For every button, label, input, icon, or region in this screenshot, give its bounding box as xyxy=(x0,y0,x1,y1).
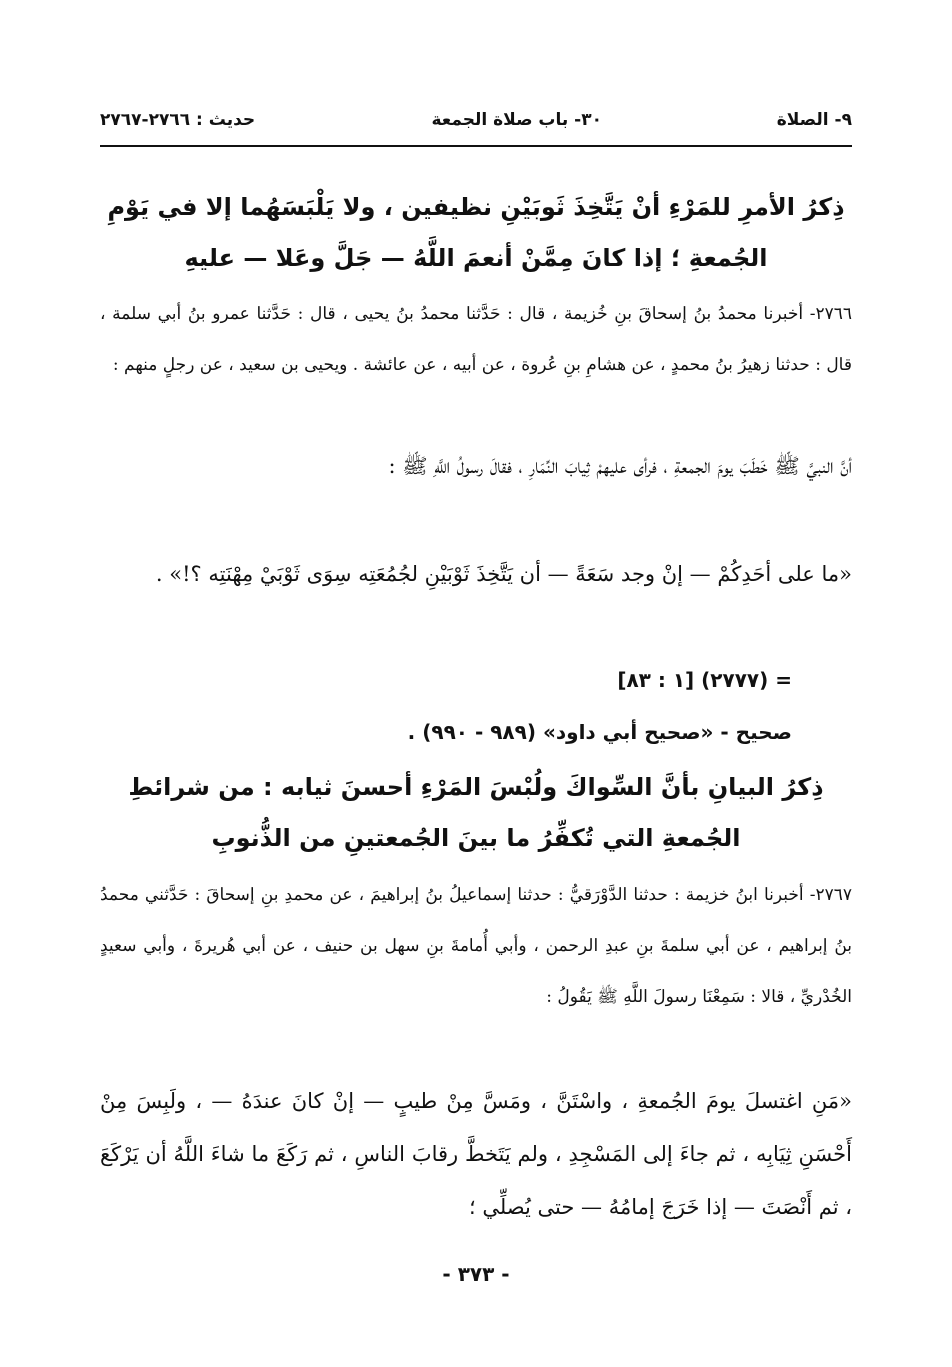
chapter-title: ٩- الصلاة xyxy=(776,110,852,130)
hadith-2766-matn: «ما على أحَدِكُمْ — إنْ وجد سَعَةً — أن يَتَّخِذَ ثَوْبَيْنِ لجُمُعَتِه سِوَى ثَوْبَيْ مِهْنَتِه ؟!» . xyxy=(155,562,852,586)
hadith-range: حديث : ٢٧٦٦-٢٧٦٧ xyxy=(100,110,256,130)
hadith-2766-intro: أنَّ النبيَّ ﷺ خَطَبَ يومَ الجمعةِ ، فرأى عليهمْ ثِيابَ النِّمَارِ ، فقالَ رسولُ اللَّهِ ﷺ : xyxy=(388,454,852,478)
hadith-2766-reference: = (٢٧٧٧) [١ : ٨٣] xyxy=(617,668,792,692)
hadith-2766-isnad: ٢٧٦٦- أخبرنا محمدُ بنُ إسحاقَ بنِ خُزيمة ، قال : حَدَّثنا محمدُ بنُ يحيى ، قال : حَدَّثنا عمرو بنُ أبي سلمة ، قال : حدثنا زهيرُ بنُ محمدٍ ، عن هشامِ بنِ عُروة ، عن أبيه ، عن عائشة . ويحيى بن سعيد ، عن رجلٍ منهم : xyxy=(100,304,852,375)
hadith-2766-grade: صحيح - «صحيح أبي داود» (٩٨٩ - ٩٩٠) . xyxy=(407,720,792,744)
chapter-heading-2: ذِكرُ البيانِ بأنَّ السِّواكَ ولُبْسَ المَرْءِ أحسنَ ثيابه : من شرائطِ الجُمعةِ التي تُكفِّرُ ما بينَ الجُمعتينِ من الذُّنوبِ xyxy=(128,773,824,852)
chapter-heading-1: ذِكرُ الأمرِ للمَرْءِ أنْ يَتَّخِذَ ثَوبَيْنِ نظيفين ، ولا يَلْبَسَهُما إلا في يَوْمِ الجُمعةِ ؛ إذا كانَ مِمَّنْ أنعمَ اللَّهُ — جَلَّ وعَلا — عليهِ xyxy=(107,193,845,272)
running-header xyxy=(100,110,852,140)
page-number: - ٣٧٣ - xyxy=(442,1262,510,1286)
hadith-2767-isnad: ٢٧٦٧- أخبرنا ابنُ خزيمة : حدثنا الدَّوْرَقيُّ : حدثنا إسماعيلُ بنُ إبراهيمَ ، عن محمدِ بنِ إسحاقَ : حَدَّثني محمدُ بنُ إبراهيم ، عن أبي سلمةَ بنِ عبدِ الرحمن ، وأبي أُمامةَ بنِ سهل بن حنيف ، عن أبي هُريرةَ ، وأبي سعيدٍ الخُدْريِّ ، قالا : سَمِعْنَا رسولَ اللَّهِ ﷺ يَقُولُ : xyxy=(100,885,852,1007)
hadith-2767-matn: «مَنِ اغتسلَ يومَ الجُمعةِ ، واسْتَنَّ ، ومَسَّ مِنْ طيبٍ — إنْ كانَ عندَهُ — ، ولَبِسَ مِنْ أَحْسَنِ ثِيَابِه ، ثم جاءَ إلى المَسْجِدِ ، ولم يَتَخطَّ رقابَ الناسِ ، ثم رَكَعَ ما شاءَ اللَّهُ أن يَرْكَعَ ، ثم أَنْصَتَ — إذا خَرَجَ إمامُهُ — حتى يُصلِّي ؛ xyxy=(100,1089,852,1219)
section-title: ٣٠- باب صلاة الجمعة xyxy=(431,110,602,130)
header-rule xyxy=(100,145,852,147)
